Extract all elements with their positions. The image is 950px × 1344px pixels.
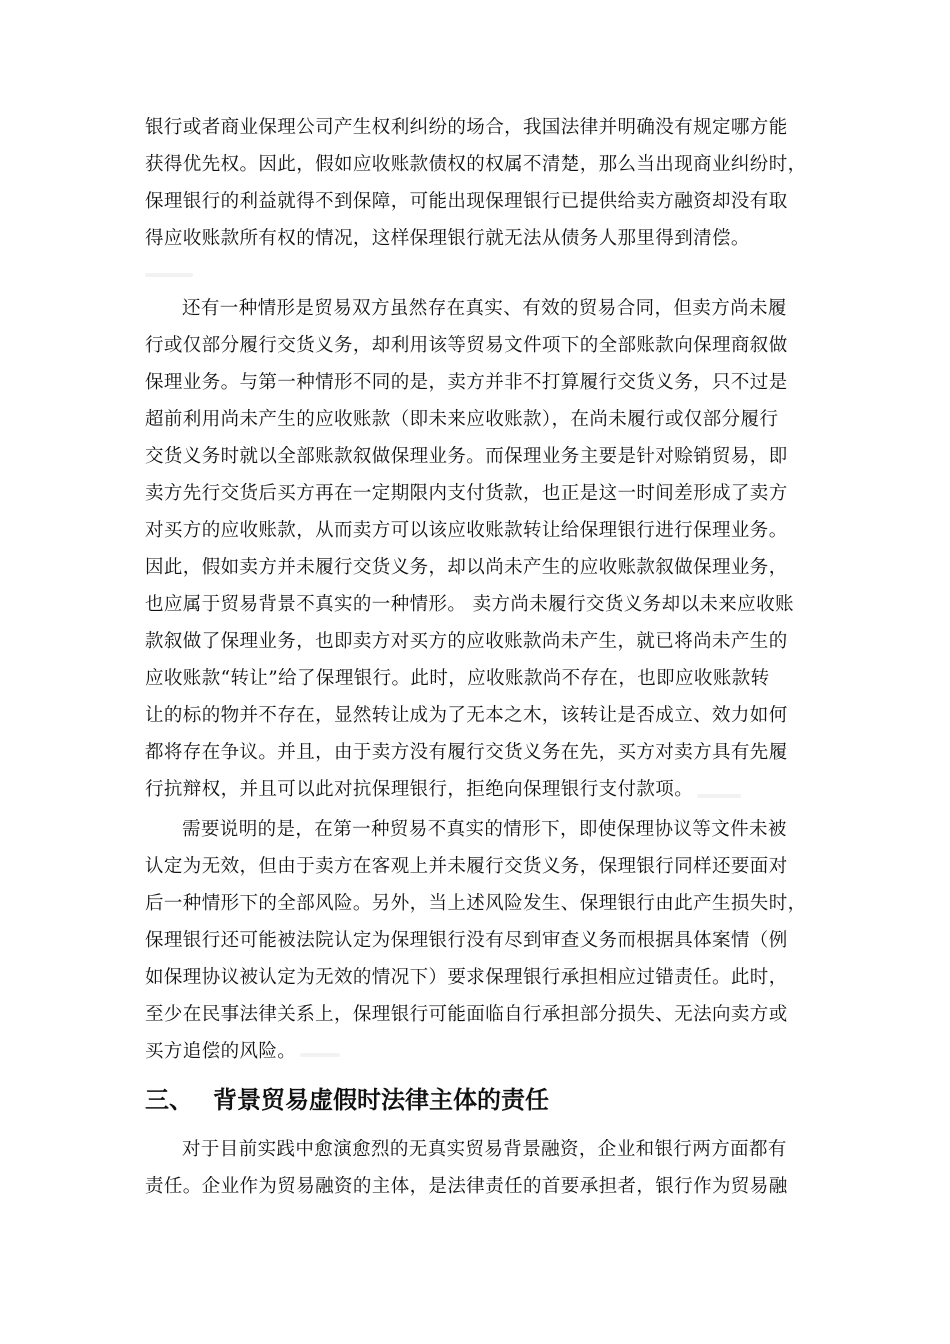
paragraph-1 [145, 109, 807, 257]
faint-mark [300, 1053, 340, 1057]
paragraph-line: 保理银行还可能被法院认定为保理银行没有尽到审查义务而根据具体案情（例 [145, 930, 788, 951]
faint-mark [697, 794, 741, 798]
paragraph-line: 卖方先行交货后买方再在一定期限内支付货款，也正是这一时间差形成了卖方 [145, 483, 788, 504]
paragraph-4 [145, 1131, 807, 1205]
paragraph-line: 如保理协议被认定为无效的情况下）要求保理银行承担相应过错责任。此时， [145, 967, 788, 988]
section-number: 三、 [145, 1086, 193, 1114]
paragraph-line: 责任。企业作为贸易融资的主体，是法律责任的首要承担者，银行作为贸易融 [145, 1176, 788, 1197]
section-title: 背景贸易虚假时法律主体的责任 [213, 1086, 549, 1114]
paragraph-line: 因此，假如卖方并未履行交货义务，却以尚未产生的应收账款叙做保理业务， [145, 557, 788, 578]
paragraph-line: 保理银行的利益就得不到保障，可能出现保理银行已提供给卖方融资却没有取 [145, 191, 788, 212]
paragraph-line: 需要说明的是，在第一种贸易不真实的情形下，即使保理协议等文件未被 [182, 819, 787, 840]
paragraph-line: 银行或者商业保理公司产生权利纠纷的场合，我国法律并明确没有规定哪方能 [145, 117, 788, 138]
paragraph-line: 对买方的应收账款，从而卖方可以该应收账款转让给保理银行进行保理业务。 [145, 520, 788, 541]
paragraph-line: 交货义务时就以全部账款叙做保理业务。而保理业务主要是针对赊销贸易，即 [145, 446, 788, 467]
paragraph-line: 行抗辩权，并且可以此对抗保理银行，拒绝向保理银行支付款项。 [145, 779, 694, 800]
paragraph-line: 保理业务。与第一种情形不同的是，卖方并非不打算履行交货义务，只不过是 [145, 372, 788, 393]
paragraph-line: 让的标的物并不存在，显然转让成为了无本之木，该转让是否成立、效力如何 [145, 705, 788, 726]
paragraph-2 [145, 290, 807, 808]
paragraph-line: 也应属于贸易背景不真实的一种情形。 卖方尚未履行交货义务却以未来应收账 [145, 594, 794, 615]
paragraph-line: 后一种情形下的全部风险。另外，当上述风险发生、保理银行由此产生损失时， [145, 893, 807, 914]
faint-mark [145, 273, 193, 277]
paragraph-3 [145, 811, 807, 1070]
paragraph-line: 超前利用尚未产生的应收账款（即未来应收账款），在尚未履行或仅部分履行 [145, 409, 779, 430]
paragraph-line: 认定为无效，但由于卖方在客观上并未履行交货义务，保理银行同样还要面对 [145, 856, 788, 877]
paragraph-line: 得应收账款所有权的情况，这样保理银行就无法从债务人那里得到清偿。 [145, 228, 750, 249]
paragraph-line: 还有一种情形是贸易双方虽然存在真实、有效的贸易合同，但卖方尚未履 [182, 298, 787, 319]
paragraph-line: 应收账款“转让”给了保理银行。此时，应收账款尚不存在，也即应收账款转 [145, 668, 770, 689]
paragraph-line: 款叙做了保理业务，也即卖方对买方的应收账款尚未产生，就已将尚未产生的 [145, 631, 788, 652]
paragraph-line: 获得优先权。因此，假如应收账款债权的权属不清楚，那么当出现商业纠纷时， [145, 154, 807, 175]
paragraph-line: 行或仅部分履行交货义务，却利用该等贸易文件项下的全部账款向保理商叙做 [145, 335, 788, 356]
paragraph-line: 对于目前实践中愈演愈烈的无真实贸易背景融资，企业和银行两方面都有 [182, 1139, 787, 1160]
section-heading [145, 1080, 549, 1120]
paragraph-line: 买方追偿的风险。 [145, 1041, 297, 1062]
paragraph-line: 都将存在争议。并且，由于卖方没有履行交货义务在先，买方对卖方具有先履 [145, 742, 788, 763]
paragraph-line: 至少在民事法律关系上，保理银行可能面临自行承担部分损失、无法向卖方或 [145, 1004, 788, 1025]
